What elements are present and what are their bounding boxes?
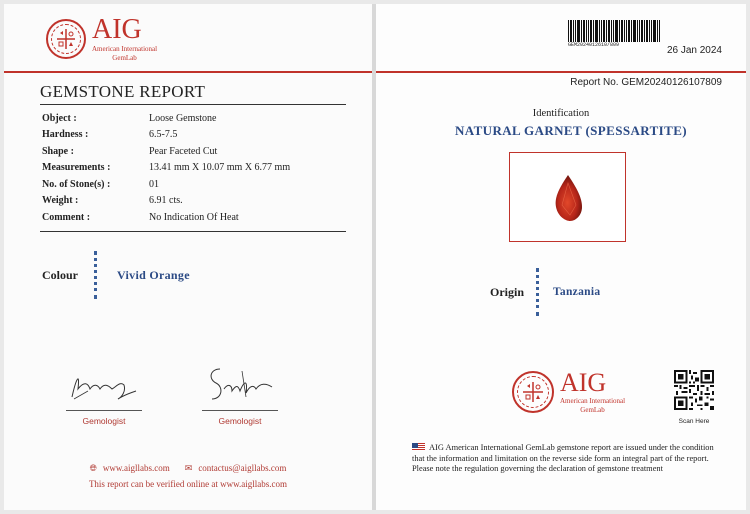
info-divider bbox=[40, 231, 346, 232]
email-link[interactable]: contactus@aigllabs.com bbox=[198, 463, 287, 473]
header-rule bbox=[376, 71, 746, 73]
us-flag-icon bbox=[412, 443, 425, 451]
info-value: Loose Gemstone bbox=[149, 112, 217, 124]
info-value: 6.5-7.5 bbox=[149, 129, 178, 141]
signature-1 bbox=[66, 359, 142, 426]
globe-icon: 🌐︎ bbox=[89, 463, 97, 473]
dotted-separator bbox=[94, 251, 97, 299]
info-label: Measurements : bbox=[42, 162, 111, 174]
barcode-number: GEM2024012610/809 bbox=[568, 42, 620, 48]
gem-identification: NATURAL GARNET (SPESSARTITE) bbox=[454, 123, 688, 138]
aig-logo bbox=[512, 370, 625, 414]
info-row-stones bbox=[42, 176, 290, 193]
website-link[interactable]: www.aigllabs.com bbox=[102, 463, 170, 473]
info-label: Weight : bbox=[42, 195, 79, 207]
disclaimer-text: AIG American International GemLab gemstone report are issued under the condition that the information and limitation on the reverse side form an integral part of the report. Please note the regulation governing the declaration of gemstone treatment bbox=[412, 443, 714, 474]
info-row-comment bbox=[42, 209, 290, 226]
info-label: Object : bbox=[42, 112, 77, 124]
aig-logo bbox=[46, 16, 157, 62]
signature-2-mark bbox=[202, 359, 278, 405]
qr-code-icon[interactable] bbox=[674, 370, 714, 410]
colour-value: Vivid Orange bbox=[117, 267, 190, 282]
brand-line2: GemLab bbox=[112, 54, 137, 62]
signature-2 bbox=[202, 359, 278, 426]
aig-logo-text bbox=[92, 16, 157, 62]
contact-line bbox=[4, 463, 372, 474]
signature-line bbox=[202, 410, 278, 411]
barcode-icon bbox=[568, 20, 660, 42]
info-row-object bbox=[42, 110, 290, 127]
report-title: GEMSTONE REPORT bbox=[40, 82, 206, 101]
brand-line2: GemLab bbox=[580, 406, 605, 414]
colour-section bbox=[42, 250, 190, 300]
signature-label: Gemologist bbox=[218, 416, 262, 426]
info-label: Shape : bbox=[42, 145, 74, 157]
info-table bbox=[42, 110, 290, 226]
brand-line1: American International bbox=[92, 45, 158, 53]
verify-text: This report can be verified online at www.aigllabs.com bbox=[88, 479, 288, 489]
info-row-hardness bbox=[42, 127, 290, 144]
info-value: No Indication Of Heat bbox=[149, 211, 239, 223]
info-value: Pear Faceted Cut bbox=[149, 145, 218, 157]
left-page bbox=[4, 4, 372, 510]
origin-value: Tanzania bbox=[553, 286, 601, 298]
info-value: 6.91 cts. bbox=[149, 195, 183, 207]
aig-wordmark: AIG bbox=[92, 14, 142, 45]
aig-seal-icon bbox=[46, 19, 86, 59]
aig-logo-text bbox=[560, 370, 625, 414]
title-divider bbox=[40, 104, 346, 105]
info-label: Comment : bbox=[42, 211, 91, 223]
info-label: No. of Stone(s) : bbox=[42, 178, 111, 190]
identification-label: Identification bbox=[532, 108, 590, 119]
origin-section bbox=[490, 266, 600, 318]
gemstone-photo bbox=[509, 152, 626, 242]
report-date: 26 Jan 2024 bbox=[666, 45, 722, 56]
brand-line1: American International bbox=[560, 397, 626, 405]
signature-1-mark bbox=[66, 359, 142, 405]
signature-line bbox=[66, 410, 142, 411]
info-value: 01 bbox=[149, 178, 159, 190]
pear-garnet-icon bbox=[510, 153, 627, 243]
disclaimer bbox=[412, 443, 718, 475]
aig-wordmark: AIG bbox=[560, 368, 607, 397]
origin-label: Origin bbox=[490, 284, 525, 299]
dotted-separator bbox=[536, 268, 539, 316]
report-number: Report No. GEM20240126107809 bbox=[570, 77, 722, 88]
info-value: 13.41 mm X 10.07 mm X 6.77 mm bbox=[149, 162, 291, 174]
signature-label: Gemologist bbox=[82, 416, 126, 426]
mail-icon: ✉ bbox=[184, 463, 193, 473]
info-label: Hardness : bbox=[42, 129, 89, 141]
aig-seal-icon bbox=[512, 371, 554, 413]
info-row-measurements bbox=[42, 160, 290, 177]
info-row-weight bbox=[42, 193, 290, 210]
right-page bbox=[376, 4, 746, 510]
scan-label: Scan Here bbox=[678, 418, 710, 425]
header-rule bbox=[4, 71, 372, 73]
colour-label: Colour bbox=[42, 267, 78, 282]
info-row-shape bbox=[42, 143, 290, 160]
